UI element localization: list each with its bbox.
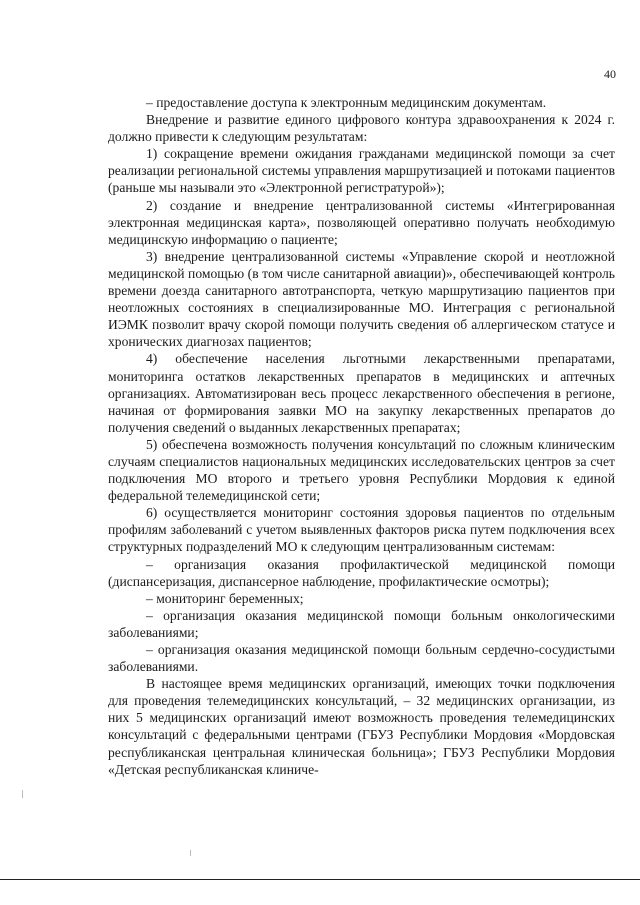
bottom-rule bbox=[0, 879, 640, 880]
list-item-2: 2) создание и внедрение централизованной системы «Интегрированная электронная медицинская карта», позволяющей оперативно получать необходимую медицинскую информацию о пациенте; bbox=[108, 197, 615, 247]
scan-speck-center bbox=[190, 850, 191, 856]
scan-speck-left bbox=[22, 790, 23, 798]
sublist-item-cardiology: – организация оказания медицинской помощи больным сердечно-сосудистыми заболеваниями. bbox=[108, 642, 615, 675]
paragraph-results-intro: Внедрение и развитие единого цифрового контура здравоохранения к 2024 г. должно привести к следующим результатам: bbox=[108, 112, 615, 145]
paragraph-documents-access: – предоставление доступа к электронным медицинским документам. bbox=[146, 95, 547, 110]
list-item-1: 1) сокращение времени ожидания гражданами медицинской помощи за счет реализации региональной системы управления маршрутизацией и потоками пациентов (раньше мы называли это «Электронной регистратурой»); bbox=[108, 146, 615, 196]
list-item-6: 6) осуществляется мониторинг состояния здоровья пациентов по отдельным профилям заболеваний с учетом выявленных факторов риска путем подключения всех структурных подразделений МО к следующим централизованным системам: bbox=[108, 505, 615, 555]
sublist-item-pregnancy: – мониторинг беременных; bbox=[146, 590, 304, 606]
list-item-4: 4) обеспечение населения льготными лекарственными препаратами, мониторинга остатков лекарственных препаратов в медицинских и аптечных организациях. Автоматизирован весь процесс лекарственного обеспечения в регионе, начиная от формирования заявки МО на закупку лекарственных препаратов до получения сведений о выданных лекарственных препаратах; bbox=[108, 351, 615, 435]
page-number: 40 bbox=[604, 67, 616, 81]
sublist-item-prophylaxis: – организация оказания профилактической медицинской помощи (диспансеризация, диспансерное наблюдение, профилактические осмотры); bbox=[108, 556, 615, 589]
document-body bbox=[108, 94, 615, 778]
sublist-item-oncology: – организация оказания медицинской помощи больным онкологическими заболеваниями; bbox=[108, 607, 615, 640]
list-item-5: 5) обеспечена возможность получения консультаций по сложным клиническим случаям специалистов национальных медицинских исследовательских центров за счет подключения МО второго и третьего уровня Республики Мордовия к единой федеральной телемедицинской сети; bbox=[108, 436, 615, 504]
paragraph-telemedicine: В настоящее время медицинских организаций, имеющих точки подключения для проведения телемедицинских консультаций, – 32 медицинских организации, из них 5 медицинских организаций имеют возможность проведения телемедицинских консультаций с федеральными центрами (ГБУЗ Республики Мордовия «Мордовская республиканская центральная клиническая больница»; ГБУЗ Республики Мордовия «Детская республиканская клиниче- bbox=[108, 676, 615, 777]
list-item-3: 3) внедрение централизованной системы «Управление скорой и неотложной медицинской помощью (в том числе санитарной авиации)», обеспечивающей контроль времени доезда санитарного автотранспорта, четкую маршрутизацию пациентов при неотложных состояниях в специализированные МО. Интеграция с региональной ИЭМК позволит врачу скорой помощи получить сведения об аллергическом статусе и хронических диагнозах пациентов; bbox=[108, 248, 615, 350]
